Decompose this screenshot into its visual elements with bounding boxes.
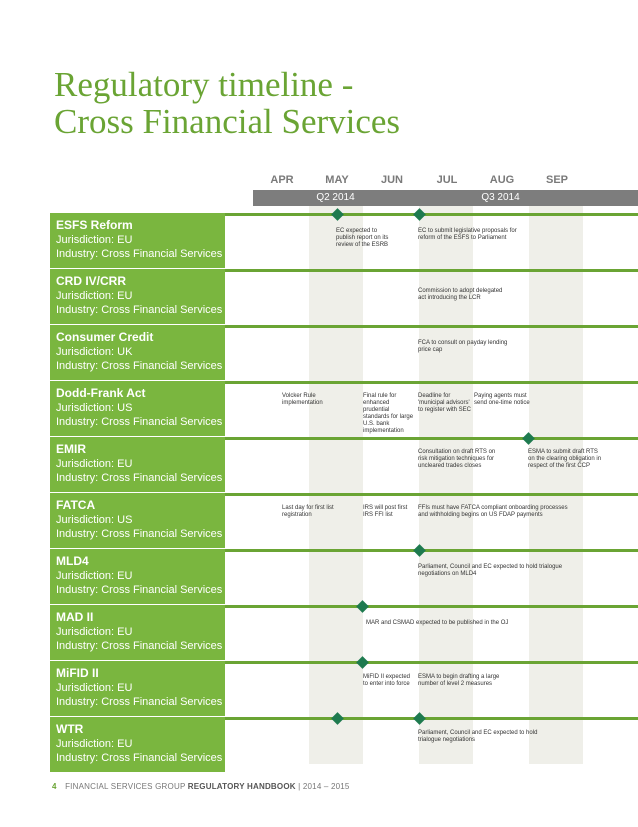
event-note: Final rule for enhanced prudential standards for large U.S. bank implementation bbox=[363, 393, 414, 434]
row-line bbox=[224, 493, 638, 496]
title-line-1: Regulatory timeline - bbox=[54, 65, 354, 104]
event-note: Volcker Rule implementation bbox=[282, 393, 323, 406]
row-label bbox=[50, 213, 225, 268]
row-line bbox=[224, 213, 638, 216]
row-line bbox=[224, 437, 638, 440]
industry: Industry: Cross Financial Services bbox=[56, 584, 223, 596]
month-aug: AUG bbox=[489, 174, 515, 186]
row-label bbox=[50, 269, 225, 324]
industry: Industry: Cross Financial Services bbox=[56, 640, 223, 652]
regulation-name: WTR bbox=[56, 722, 84, 736]
row-crd-iv-crr bbox=[0, 269, 638, 325]
regulation-name: MAD II bbox=[56, 610, 94, 624]
page-footer bbox=[52, 782, 350, 791]
row-wtr bbox=[0, 717, 638, 773]
regulation-name: EMIR bbox=[56, 442, 86, 456]
event-note: EC to submit legislative proposals for reform of the ESFS to Parliament bbox=[418, 228, 517, 241]
industry: Industry: Cross Financial Services bbox=[56, 472, 223, 484]
page-number: 4 bbox=[52, 782, 57, 791]
jurisdiction: Jurisdiction: US bbox=[56, 402, 133, 414]
jurisdiction: Jurisdiction: EU bbox=[56, 626, 133, 638]
industry: Industry: Cross Financial Services bbox=[56, 752, 223, 764]
quarter-q3: Q3 2014 bbox=[481, 192, 520, 203]
regulation-name: MLD4 bbox=[56, 554, 89, 568]
row-line bbox=[224, 269, 638, 272]
row-line bbox=[224, 717, 638, 720]
row-line bbox=[224, 381, 638, 384]
jurisdiction: Jurisdiction: EU bbox=[56, 682, 133, 694]
event-note: Parliament, Council and EC expected to hold trialogue negotiations on MLD4 bbox=[418, 564, 563, 577]
row-consumer-credit bbox=[0, 325, 638, 381]
row-line bbox=[224, 549, 638, 552]
industry: Industry: Cross Financial Services bbox=[56, 416, 223, 428]
row-esfs-reform bbox=[0, 213, 638, 269]
jurisdiction: Jurisdiction: EU bbox=[56, 738, 133, 750]
row-label bbox=[50, 325, 225, 380]
event-note: ESMA to begin drafting a large number of level 2 measures bbox=[418, 674, 500, 687]
jurisdiction: Jurisdiction: EU bbox=[56, 234, 133, 246]
quarter-q2: Q2 2014 bbox=[316, 192, 355, 203]
jurisdiction: Jurisdiction: EU bbox=[56, 570, 133, 582]
regulation-name: ESFS Reform bbox=[56, 218, 133, 232]
month-may: MAY bbox=[325, 174, 349, 186]
row-label bbox=[50, 381, 225, 436]
event-note: Deadline for 'municipal advisors' to register with SEC bbox=[418, 393, 472, 413]
row-mld4 bbox=[0, 549, 638, 605]
regulation-name: CRD IV/CRR bbox=[56, 274, 127, 288]
footer-years: | 2014 – 2015 bbox=[298, 782, 350, 791]
event-note: FFIs must have FATCA compliant onboarding processes and withholding begins on US FDAP payments bbox=[418, 505, 568, 518]
row-mifid-ii bbox=[0, 661, 638, 717]
month-apr: APR bbox=[270, 174, 294, 186]
regulation-name: FATCA bbox=[56, 498, 96, 512]
event-note: EC expected to publish report on its review of the ESRB bbox=[336, 228, 389, 248]
event-note: Commission to adopt delegated act introducing the LCR bbox=[418, 288, 503, 301]
regulation-name: Dodd-Frank Act bbox=[56, 386, 146, 400]
month-header bbox=[0, 172, 638, 188]
event-note: FCA to consult on payday lending price cap bbox=[418, 340, 508, 353]
row-emir bbox=[0, 437, 638, 493]
row-line bbox=[224, 605, 638, 608]
footer-group: FINANCIAL SERVICES GROUP bbox=[65, 782, 186, 791]
event-note: Consultation on draft RTS on risk mitigation techniques for uncleared trades closes bbox=[418, 449, 496, 469]
regulation-name: Consumer Credit bbox=[56, 330, 154, 344]
event-note: Last day for first list registration bbox=[282, 505, 334, 518]
jurisdiction: Jurisdiction: EU bbox=[56, 290, 133, 302]
industry: Industry: Cross Financial Services bbox=[56, 696, 223, 708]
row-fatca bbox=[0, 493, 638, 549]
jurisdiction: Jurisdiction: US bbox=[56, 514, 133, 526]
row-label bbox=[50, 437, 225, 492]
month-sep: SEP bbox=[545, 174, 568, 186]
row-line bbox=[224, 325, 638, 328]
industry: Industry: Cross Financial Services bbox=[56, 248, 223, 260]
row-mad-ii bbox=[0, 605, 638, 661]
quarter-bar bbox=[253, 190, 638, 206]
row-line bbox=[224, 661, 638, 664]
row-label bbox=[50, 717, 225, 772]
month-jul: JUL bbox=[436, 174, 458, 186]
event-note: Parliament, Council and EC expected to hold trialogue negotiations bbox=[418, 730, 538, 743]
month-jun: JUN bbox=[380, 174, 403, 186]
row-label bbox=[50, 605, 225, 660]
industry: Industry: Cross Financial Services bbox=[56, 528, 223, 540]
row-label bbox=[50, 661, 225, 716]
footer-handbook: REGULATORY HANDBOOK bbox=[187, 782, 296, 791]
event-note: IRS will post first IRS FFI list bbox=[363, 505, 408, 518]
regulation-name: MiFID II bbox=[56, 666, 99, 680]
industry: Industry: Cross Financial Services bbox=[56, 304, 223, 316]
event-note: MAR and CSMAD expected to be published in the OJ bbox=[366, 620, 509, 626]
page-title bbox=[54, 66, 400, 140]
event-note: Paying agents must send one-time notice bbox=[474, 393, 530, 406]
row-label bbox=[50, 493, 225, 548]
jurisdiction: Jurisdiction: UK bbox=[56, 346, 133, 358]
jurisdiction: Jurisdiction: EU bbox=[56, 458, 133, 470]
industry: Industry: Cross Financial Services bbox=[56, 360, 223, 372]
event-note: MiFID II expected to enter into force bbox=[363, 674, 411, 687]
event-note: ESMA to submit draft RTS on the clearing obligation in respect of the first CCP bbox=[528, 449, 602, 469]
title-line-2: Cross Financial Services bbox=[54, 102, 401, 141]
row-label bbox=[50, 549, 225, 604]
row-dodd-frank-act bbox=[0, 381, 638, 437]
